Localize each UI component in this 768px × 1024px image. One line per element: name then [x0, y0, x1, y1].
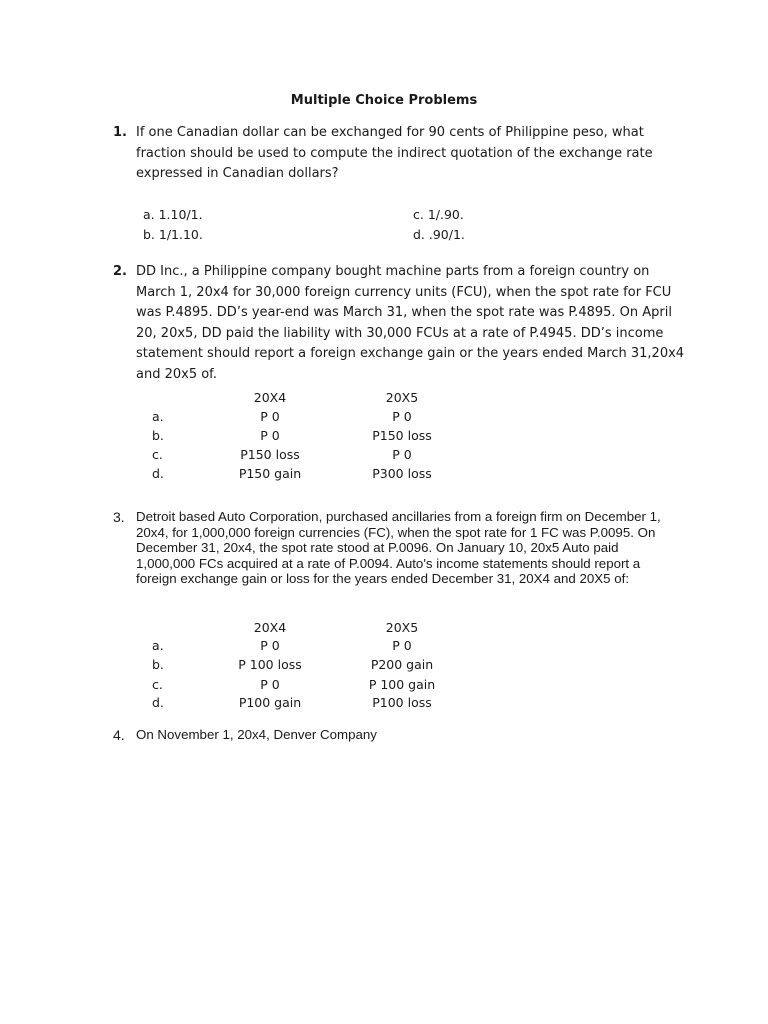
question-1-number: 1. — [113, 125, 127, 140]
question-1-option-c: c. 1/.90. — [413, 207, 464, 222]
question-3-number: 3. — [113, 509, 125, 525]
question-3-row-c-20x4: P 0 — [260, 677, 280, 692]
question-3-header-20x4: 20X4 — [253, 620, 287, 635]
question-3-header-20x5: 20X5 — [385, 620, 419, 635]
question-4-number: 4. — [113, 727, 125, 743]
question-1-option-d: d. .90/1. — [413, 227, 465, 242]
question-4-text: On November 1, 20x4, Denver Company — [136, 727, 377, 742]
question-2-row-c-20x5: P 0 — [392, 447, 412, 462]
question-2-row-d-20x4: P150 gain — [238, 466, 302, 481]
question-3-row-a-20x5: P 0 — [392, 638, 412, 653]
question-2-number: 2. — [113, 264, 127, 279]
question-2-text: DD Inc., a Philippine company bought machine parts from a foreign country on March 1, 20x4 for 30,000 foreign currency units (FCU), when the spot rate for FCU was P.4895. DD’s year-end was March 31, when the spot rate was P.4895. On April 20, 20x5, DD paid the liability with 30,000 FCUs at a rate of P.4945. DD’s income statement should report a foreign exchange gain or the years ended March 31,20x4 and 20x5 of. — [136, 264, 685, 382]
question-3-row-b-label: b. — [152, 657, 164, 672]
question-2-row-a-label: a. — [152, 409, 164, 424]
question-2-row-d-20x5: P300 loss — [372, 466, 432, 481]
question-2-row-a-20x5: P 0 — [392, 409, 412, 424]
question-1-text: If one Canadian dollar can be exchanged for 90 cents of Philippine peso, what fraction should be used to compute the indirect quotation of the exchange rate expressed in Canadian dollars? — [136, 125, 653, 181]
question-3-row-d-20x4: P100 gain — [238, 695, 302, 710]
question-3-text: Detroit based Auto Corporation, purchased ancillaries from a foreign firm on December 1, 20x4, for 1,000,000 foreign currencies (FC), when the spot rate for 1 FC was P.0095. On December 31, 20x4, the spot rate stood at P.0096. On January 10, 20x5 Auto paid 1,000,000 FCs acquired at a rate of P.0094. Auto's income statements should report a foreign exchange gain or loss for the years ended December 31, 20X4 and 20X5 of: — [136, 509, 661, 586]
question-3-row-d-20x5: P100 loss — [372, 695, 432, 710]
question-2-row-b-20x4: P 0 — [260, 428, 280, 443]
question-2-header-20x4: 20X4 — [253, 390, 287, 405]
question-3-row-d-label: d. — [152, 695, 164, 710]
question-1-option-a: a. 1.10/1. — [143, 207, 203, 222]
page-title: Multiple Choice Problems — [290, 93, 478, 108]
question-2-row-b-20x5: P150 loss — [372, 428, 432, 443]
question-1-option-b: b. 1/1.10. — [143, 227, 203, 242]
question-2-row-d-label: d. — [152, 466, 164, 481]
question-3-row-a-label: a. — [152, 638, 164, 653]
question-2-header-20x5: 20X5 — [385, 390, 419, 405]
question-3-row-c-label: c. — [152, 677, 163, 692]
question-3-row-a-20x4: P 0 — [260, 638, 280, 653]
question-3-row-b-20x4: P 100 loss — [238, 657, 302, 672]
question-2-row-b-label: b. — [152, 428, 164, 443]
question-3-row-c-20x5: P 100 gain — [368, 677, 436, 692]
question-2-row-c-20x4: P150 loss — [240, 447, 300, 462]
question-2-row-a-20x4: P 0 — [260, 409, 280, 424]
question-3-row-b-20x5: P200 gain — [370, 657, 434, 672]
question-2-row-c-label: c. — [152, 447, 163, 462]
